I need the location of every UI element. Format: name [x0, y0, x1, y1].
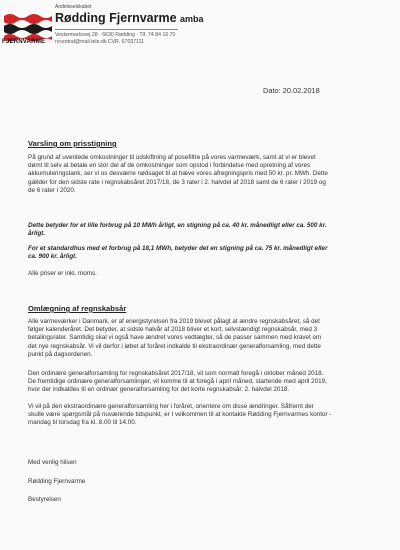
company-name-text: Rødding Fjernvarme	[55, 11, 177, 25]
text-line: de 6 rater i 2020.	[28, 186, 76, 194]
closing-signatory: Bestyrelsen	[28, 496, 61, 503]
company-suffix: amba	[180, 14, 204, 24]
text-line: følger kalenderåret. Det betyder, at sidste halvår af 2018 bliver et kort, selvstændigt regnskabsår, med 3	[28, 326, 318, 334]
text-line: betalingsrater. Samtidig skal vi også have ændret vores vedtægter, så de passer sammen med kravet om	[28, 334, 322, 342]
paragraph-standard-house	[28, 245, 373, 261]
text-line: mandag til torsdag fra kl. 8.00 til 14.00.	[28, 419, 137, 427]
text-line: Alle varmeværker i Danmark, er af energistyrelsen fra 2019 blevet pålagt at ændre regnskabsåret, så det	[28, 318, 320, 325]
text-line: ca. 900 kr. årligt.	[28, 253, 78, 261]
paragraph-financial-year-change	[28, 318, 373, 359]
text-line: gælder for den sidste rate i regnskabsåret 2017/18, de 3 rater i 2. halvdel af 2018 samt de 6 rater i 2019 og	[28, 178, 326, 186]
paragraph-contact-info	[28, 403, 373, 428]
text-line: Dette betyder for et lille forbrug på 10 MWh årligt, en stigning på ca. 40 kr. månedligt eller ca. 500 kr.	[28, 222, 327, 229]
company-name	[55, 11, 255, 27]
text-line: hvor der indkaldes til en ordinær generalforsamling for det korte regnskabsår. 2. halvdel 2018.	[28, 386, 290, 394]
section-heading-price-increase: Varsling om prisstigning	[28, 139, 117, 148]
logo-wordmark: FJERNVARME	[2, 38, 46, 45]
text-line: årligt.	[28, 230, 46, 238]
header-rule	[55, 29, 178, 30]
closing-sender: Rødding Fjernvarme	[28, 478, 86, 485]
paragraph-price-reason	[28, 154, 373, 195]
company-pre-title: Andelsselskabet	[55, 4, 92, 10]
text-line: det nye regnskabsår. Vi vil derfor i løbet af foråret indkalde til ekstraordinær generalforsamling, med dette	[28, 342, 321, 350]
section-heading-financial-year: Omlægning af regnskabsår	[28, 304, 127, 313]
text-line: Vi vil på den ekstraordinære generalforsamling her i foråret, orientere om disse ændringer. Såfremt der	[28, 403, 314, 410]
text-line: punkt på dagsordenen.	[28, 350, 93, 358]
closing-greeting: Med venlig hilsen	[28, 459, 77, 466]
text-line: Den ordinære generalforsamling for regnskabsåret 2017/18, vil som normalt foregå i oktober måned 2018.	[28, 370, 324, 377]
company-header	[55, 4, 255, 45]
company-contact: rvcentral@mail.tele.dk CVR. 67037111	[55, 38, 144, 45]
text-line: For et standardhus med et forbrug på 18,1 MWh, betyder det en stigning på ca. 75 kr. månedligt eller	[28, 245, 328, 252]
paragraph-small-consumption	[28, 222, 373, 238]
vat-note: Alle priser er inkl. moms.	[28, 270, 97, 277]
text-line: dømt til selv at betale en stor del af de omkostninger som opstod i forbindelse med opretning af vores	[28, 162, 311, 170]
company-address: Vestermarksvej 28 · 6630 Rødding · Tlf. 74 84 16 70	[55, 32, 176, 38]
text-line: skulle være spørgsmål på nuværende tidspunkt, er I velkommen til at kontakte Rødding Fjernvarmes kontor -	[28, 411, 332, 419]
letter-date: Dato: 20.02.2018	[263, 86, 320, 95]
text-line: akkumuleringstank, ser vi os desværre nødsaget til at hæve vores afregningspris med 50 kr. pr. MWh. Dette	[28, 170, 328, 178]
text-line: På grund af uventede omkostninger til udskiftning af posefiltre på vores varmeværk, samt at vi er blevet	[28, 154, 316, 161]
paragraph-general-assembly	[28, 370, 373, 395]
text-line: De fremtidige ordinære generalforsamlinger, vil komme til at foregå i april måned, startende med april 2019,	[28, 378, 327, 386]
